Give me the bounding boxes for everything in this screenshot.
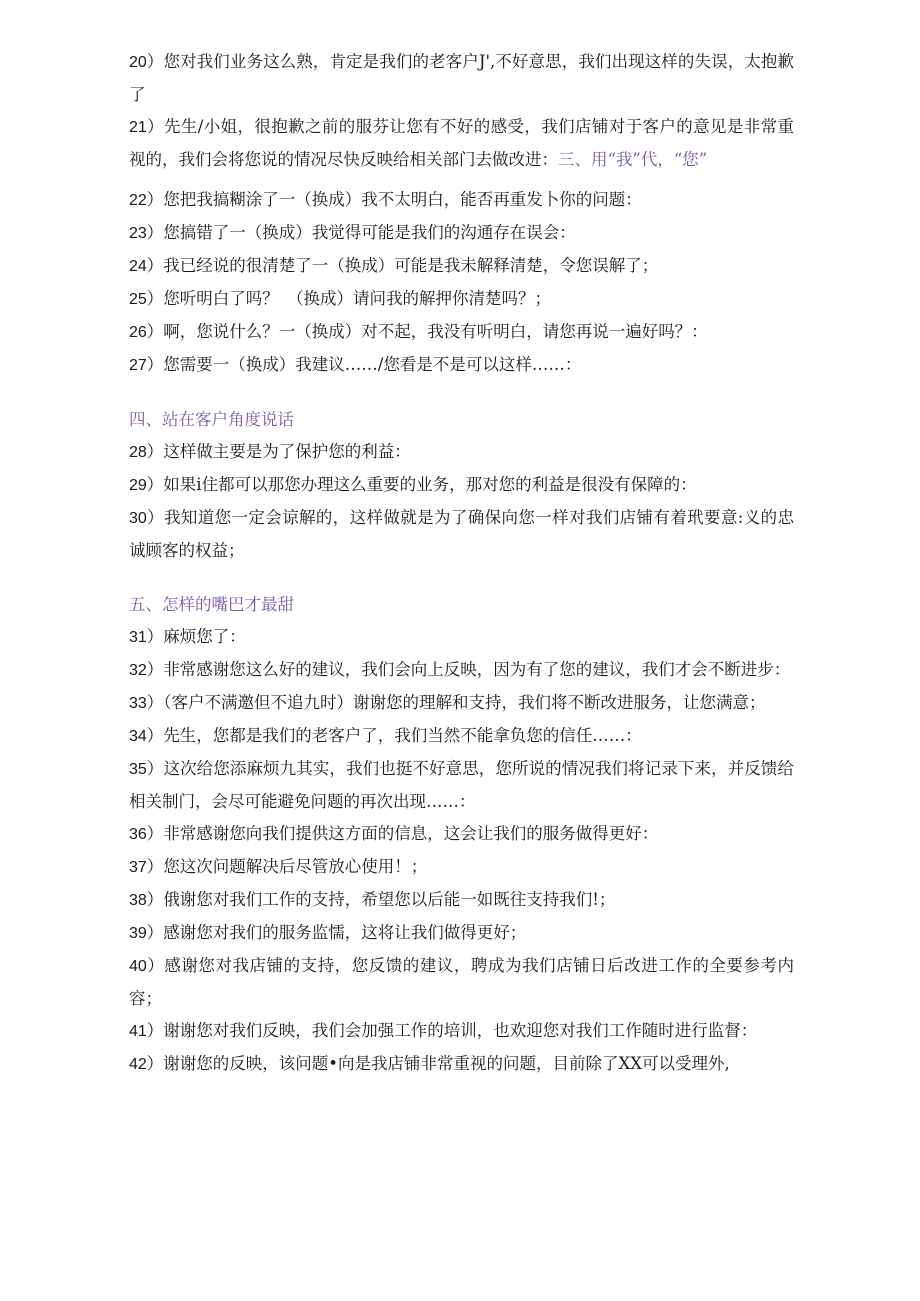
item-text: ）如果i住都可以那您办理这么重要的业务，那对您的利益是很没有保障的：: [146, 475, 697, 494]
spacer: [129, 567, 794, 589]
item-text: ）谢谢您对我们反映，我们会加强工作的培训，也欢迎您对我们工作随时进行监督：: [146, 1021, 758, 1040]
item-number: 24: [129, 258, 147, 275]
list-item-41: [129, 1015, 794, 1048]
list-item-24: [129, 250, 794, 283]
item-text: ）您听明白了吗？ （换成）请问我的解押你清楚吗？；: [146, 289, 552, 308]
item-number: 31: [129, 629, 147, 646]
item-number: 30: [129, 510, 147, 527]
item-number: 33: [129, 695, 147, 712]
item-text: ）您对我们业务这么熟，肯定是我们的老客户J',不好意思，我们出现这样的失误，太抱歉了: [129, 52, 794, 104]
list-item-29: [129, 469, 794, 502]
item-number: 23: [129, 225, 147, 242]
list-item-28: [129, 436, 794, 469]
item-number: 40: [129, 958, 147, 975]
list-item-22: [129, 184, 794, 217]
list-item-38: [129, 884, 794, 917]
item-text: ）非常感谢您这么好的建议，我们会向上反映，因为有了您的建议，我们才会不断进步：: [146, 660, 791, 679]
list-item-37: [129, 851, 794, 884]
item-text: ）这样做主要是为了保护您的利益：: [146, 442, 411, 461]
list-item-35: [129, 753, 794, 818]
list-item-26: [129, 316, 794, 349]
item-number: 39: [129, 925, 147, 942]
section-5-heading: 五、怎样的嘴巴才最甜: [129, 595, 294, 614]
item-text: ）感谢您对我店铺的支持，您反馈的建议，聘成为我们店铺日后改进工作的全要参考内容；: [129, 956, 794, 1008]
list-item-40: [129, 950, 794, 1015]
item-text: ）感谢您对我们的服务监懦，这将让我们做得更好；: [146, 923, 527, 942]
item-text: ）我已经说的很清楚了一（换成）可能是我未解释清楚，令您误解了；: [146, 256, 659, 275]
item-number: 26: [129, 324, 147, 341]
list-item-33: [129, 687, 794, 720]
item-text: ）麻烦您了：: [146, 627, 246, 646]
list-item-42: [129, 1048, 794, 1081]
item-number: 35: [129, 761, 147, 778]
item-text: ）您这次问题解决后尽管放心使用！；: [146, 857, 428, 876]
list-item-27: [129, 349, 794, 382]
item-number: 20: [129, 54, 147, 71]
item-number: 25: [129, 291, 147, 308]
list-item-20: [129, 46, 794, 111]
list-item-25: [129, 283, 794, 316]
document-page: [129, 46, 794, 1081]
spacer: [129, 382, 794, 404]
item-text: ）先生，您都是我们的老客户了，我们当然不能拿负您的信任……：: [146, 726, 642, 745]
item-number: 32: [129, 662, 147, 679]
item-number: 42: [129, 1056, 147, 1073]
item-text: ）我知道您一定会谅解的，这样做就是为了确保向您一样对我们店铺有着玳要意:义的忠诚顾客的权益；: [129, 508, 794, 560]
list-item-21: [129, 111, 794, 176]
list-item-36: [129, 818, 794, 851]
item-number: 28: [129, 444, 147, 461]
item-text: ）谢谢您的反映，该问题•向是我店铺非常重视的问题，目前除了XX可以受理外,: [146, 1054, 730, 1073]
item-number: 37: [129, 859, 147, 876]
spacer: [129, 176, 794, 184]
item-number: 22: [129, 192, 147, 209]
item-text: ）俄谢您对我们工作的支持，希望您以后能一如既往支持我们!；: [146, 890, 616, 909]
item-text: ）您需要一（换成）我建议……/您看是不是可以这样……：: [146, 355, 582, 374]
item-text: ）先生/小姐，很抱歉之前的服芬让您有不好的感受，我们店铺对于客户的意见是非常重视的，我们会将您说的情况尽快反映给相关部门去做改进：: [129, 117, 794, 169]
list-item-39: [129, 917, 794, 950]
item-number: 34: [129, 728, 147, 745]
list-item-30: [129, 502, 794, 567]
item-text: ）您把我搞糊涂了一（换成）我不太明白，能否再重发卜你的问题：: [146, 190, 642, 209]
item-text: ）这次给您添麻烦九其实，我们也挺不好意思，您所说的情况我们将记录下来，并反馈给相关制门，会尽可能避免问题的再次出现……：: [129, 759, 794, 811]
item-text: ）您搞错了一（换成）我觉得可能是我们的沟通存在误会：: [146, 223, 576, 242]
item-number: 38: [129, 892, 147, 909]
list-item-31: [129, 621, 794, 654]
item-number: 21: [129, 119, 147, 136]
item-number: 29: [129, 477, 147, 494]
item-text: ）啊，您说什么？一（换成）对不起，我没有听明白，请您再说一遍好吗？：: [146, 322, 708, 341]
section-3-heading-inline: 三、用“我”代，“您”: [558, 150, 708, 169]
item-text: ）非常感谢您向我们提供这方面的信息，这会让我们的服务做得更好：: [146, 824, 659, 843]
list-item-34: [129, 720, 794, 753]
list-item-23: [129, 217, 794, 250]
item-number: 27: [129, 357, 147, 374]
list-item-32: [129, 654, 794, 687]
item-text: ）（客户不满邀但不追九时）谢谢您的理解和支持，我们将不断改进服务，让您满意；: [146, 693, 766, 712]
item-number: 36: [129, 826, 147, 843]
section-4-heading: 四、站在客户角度说话: [129, 410, 294, 429]
item-number: 41: [129, 1023, 147, 1040]
